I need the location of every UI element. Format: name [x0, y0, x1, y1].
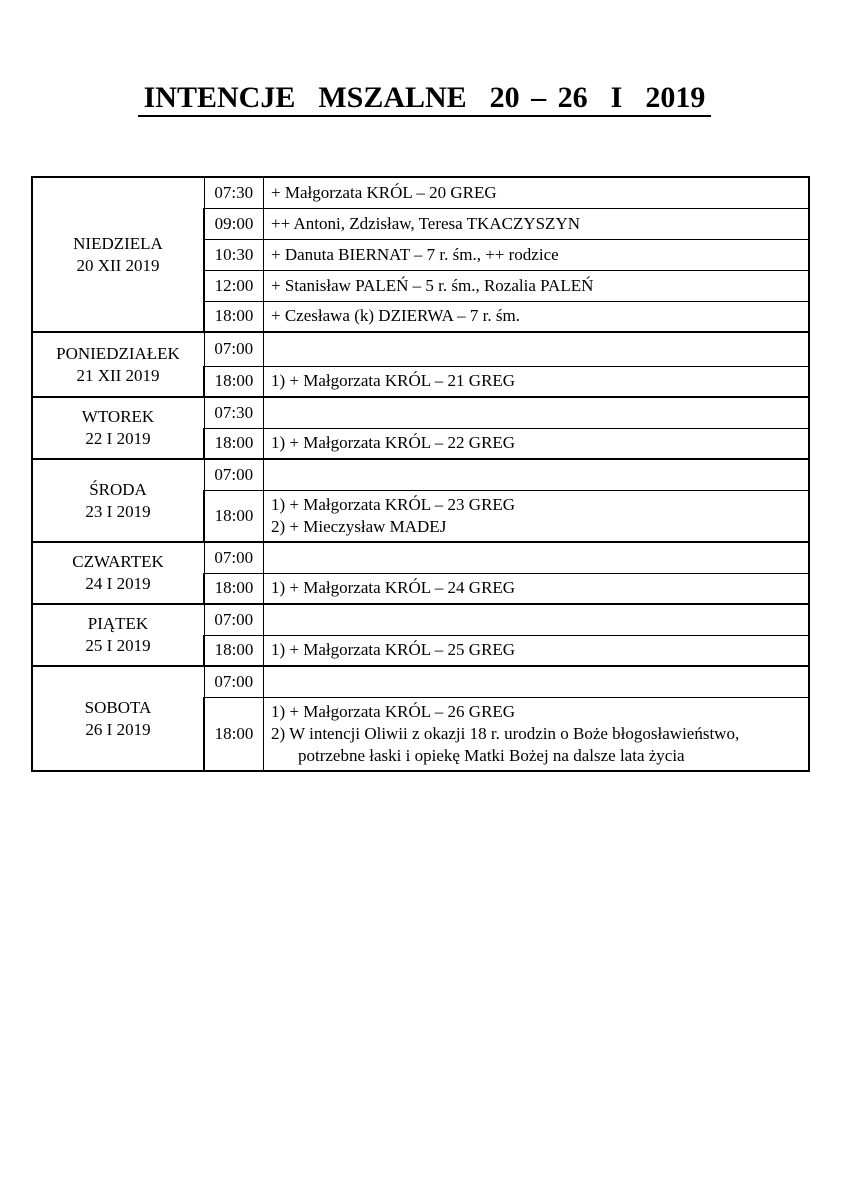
day-name: PONIEDZIAŁEK	[56, 343, 180, 363]
table-row	[32, 459, 809, 490]
intention-cell	[264, 459, 810, 490]
day-name: NIEDZIELA	[73, 233, 163, 253]
intention-cell	[264, 428, 810, 459]
intention-line: 2) + Mieczysław MADEJ	[271, 516, 447, 536]
mass-time: 18:00	[204, 428, 264, 459]
table-row	[32, 666, 809, 697]
intention-cell	[264, 270, 810, 301]
intention-cell	[264, 366, 810, 397]
table-row	[32, 177, 809, 208]
day-name: PIĄTEK	[87, 614, 149, 633]
mass-time: 10:30	[204, 239, 264, 270]
intention-cell	[264, 177, 810, 208]
intention-line: ++ Antoni, Zdzisław, Teresa TKACZYSZYN	[271, 213, 580, 233]
mass-time: 09:00	[204, 208, 264, 239]
intention-cell	[264, 666, 810, 697]
table-row	[32, 542, 809, 573]
day-cell	[32, 332, 204, 397]
day-cell	[32, 542, 204, 604]
day-cell	[32, 459, 204, 542]
day-name: ŚRODA	[89, 479, 147, 499]
table-row	[32, 604, 809, 635]
intention-cell	[264, 604, 810, 635]
intention-line: 1) + Małgorzata KRÓL – 25 GREG	[271, 640, 516, 660]
mass-time: 18:00	[204, 635, 264, 666]
day-date: 25 I 2019	[85, 636, 151, 655]
mass-time: 18:00	[204, 301, 264, 332]
mass-time: 18:00	[204, 490, 264, 542]
day-date: 22 I 2019	[85, 429, 151, 448]
day-name: CZWARTEK	[72, 552, 164, 571]
mass-intentions-table	[31, 176, 810, 772]
day-name: WTOREK	[81, 407, 155, 426]
intention-cell	[264, 573, 810, 604]
intention-line: + Małgorzata KRÓL – 20 GREG	[271, 182, 497, 202]
day-cell	[32, 604, 204, 666]
day-cell	[32, 177, 204, 332]
mass-time: 07:30	[204, 397, 264, 428]
intention-line: 1) + Małgorzata KRÓL – 22 GREG	[271, 433, 516, 453]
day-date: 20 XII 2019	[76, 255, 160, 275]
intention-line: + Danuta BIERNAT – 7 r. śm., ++ rodzice	[271, 244, 559, 264]
intention-line: + Czesława (k) DZIERWA – 7 r. śm.	[271, 306, 520, 326]
mass-time: 18:00	[204, 697, 264, 771]
intention-cell	[264, 301, 810, 332]
page-title	[0, 80, 849, 116]
day-date: 24 I 2019	[85, 574, 151, 593]
day-date: 21 XII 2019	[76, 365, 160, 385]
intention-line: + Stanisław PALEŃ – 5 r. śm., Rozalia PALEŃ	[271, 275, 594, 295]
intention-cell	[264, 490, 810, 542]
intention-cell	[264, 208, 810, 239]
intention-line: 2) W intencji Oliwii z okazji 18 r. urodzin o Boże błogosławieństwo,	[271, 723, 740, 743]
intention-line: 1) + Małgorzata KRÓL – 24 GREG	[271, 578, 516, 598]
intention-cell	[264, 542, 810, 573]
intention-line: 1) + Małgorzata KRÓL – 26 GREG	[271, 701, 516, 721]
day-date: 23 I 2019	[85, 501, 151, 521]
mass-time: 12:00	[204, 270, 264, 301]
intention-line: 1) + Małgorzata KRÓL – 23 GREG	[271, 494, 516, 514]
intention-line: potrzebne łaski i opiekę Matki Bożej na dalsze lata życia	[298, 745, 685, 765]
mass-time: 18:00	[204, 573, 264, 604]
mass-time: 07:00	[204, 332, 264, 366]
table-row	[32, 332, 809, 366]
mass-time: 07:00	[204, 604, 264, 635]
mass-time: 18:00	[204, 366, 264, 397]
intention-cell	[264, 397, 810, 428]
day-name: SOBOTA	[84, 697, 152, 717]
mass-time: 07:00	[204, 666, 264, 697]
mass-time: 07:30	[204, 177, 264, 208]
intention-cell	[264, 332, 810, 366]
intention-cell	[264, 697, 810, 771]
mass-time: 07:00	[204, 542, 264, 573]
day-cell	[32, 397, 204, 459]
intention-cell	[264, 239, 810, 270]
table-row	[32, 397, 809, 428]
intention-cell	[264, 635, 810, 666]
page-title-text: INTENCJE MSZALNE 20 – 26 I 2019	[138, 81, 712, 117]
mass-time: 07:00	[204, 459, 264, 490]
intention-line: 1) + Małgorzata KRÓL – 21 GREG	[271, 371, 516, 391]
day-cell	[32, 666, 204, 771]
day-date: 26 I 2019	[85, 719, 151, 739]
